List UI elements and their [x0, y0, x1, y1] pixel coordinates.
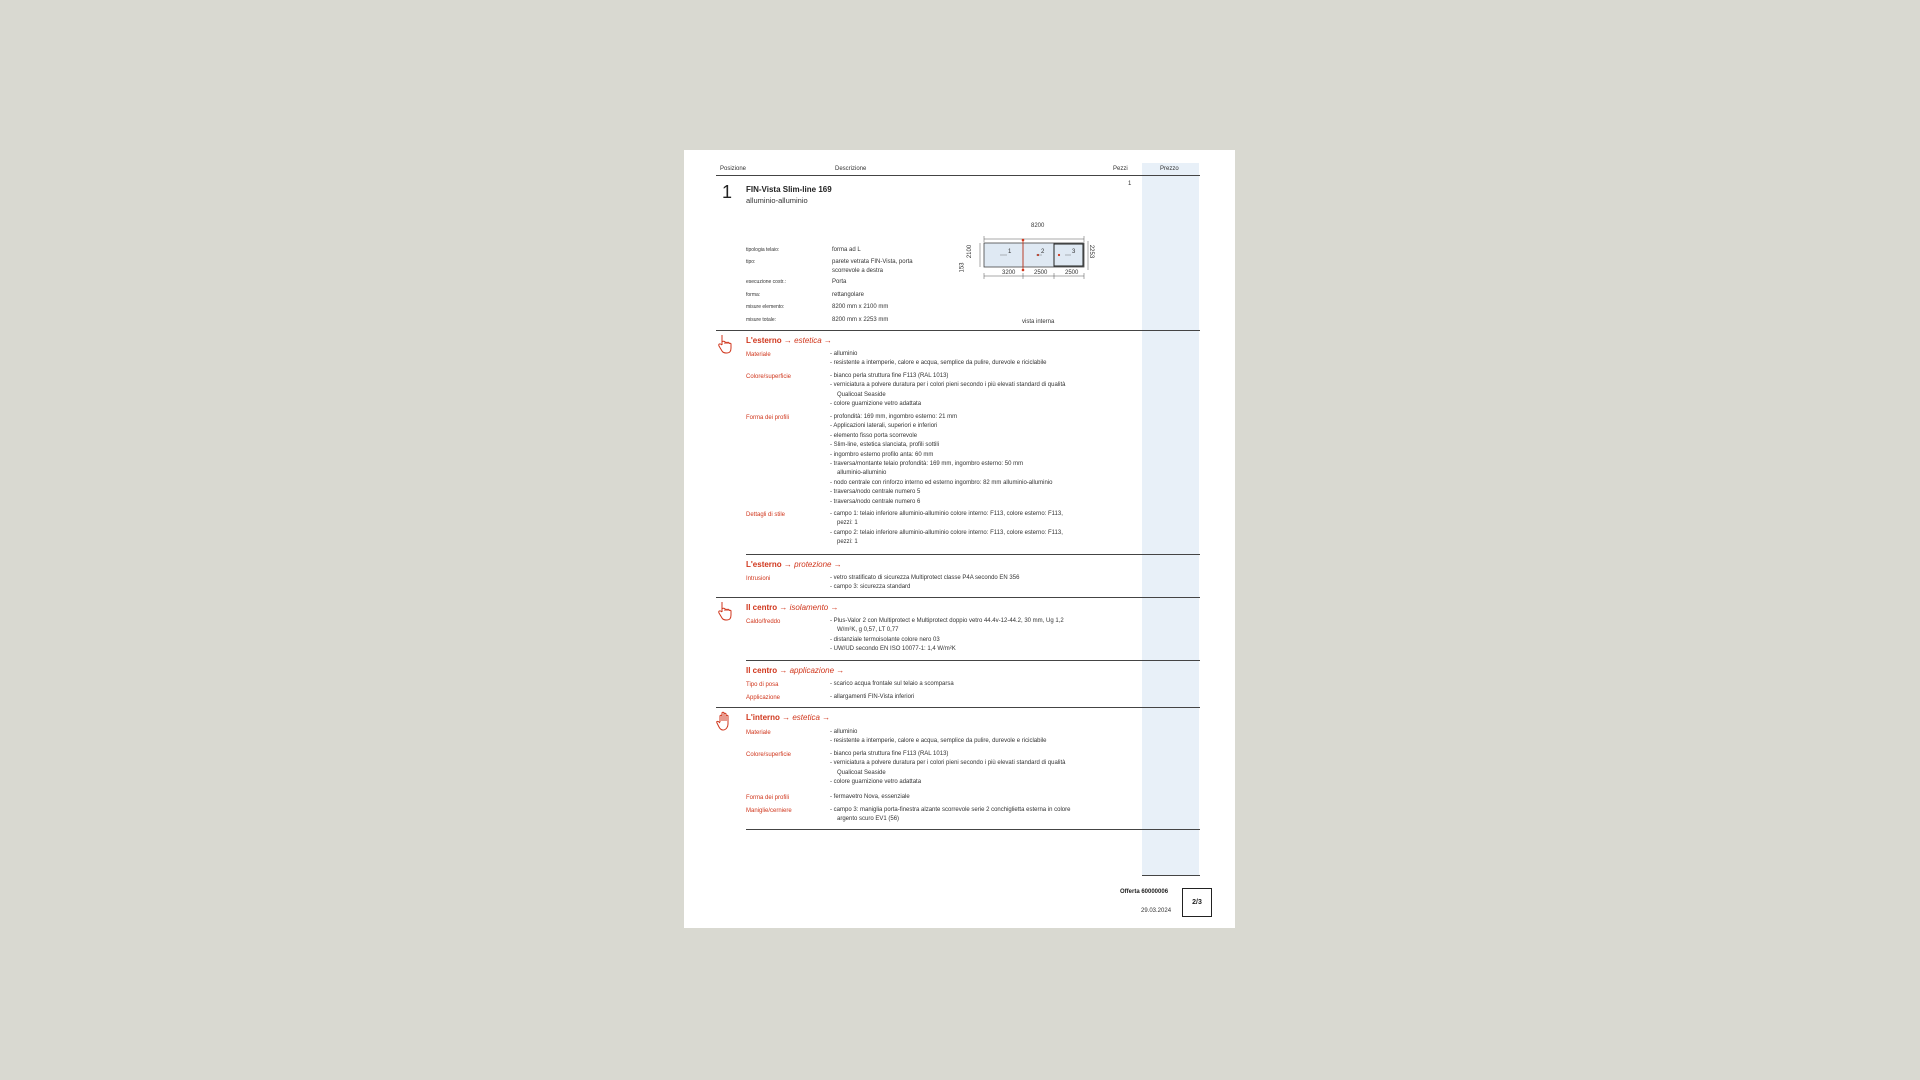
row-label: Intrusioni — [746, 576, 771, 582]
drawing-total-height: 2253 — [1088, 244, 1095, 259]
row-label: Applicazione — [746, 695, 781, 701]
row-line: - campo 2: telaio inferiore alluminio-alluminio colore interno: F113, colore esterno: F113, — [830, 529, 1063, 538]
row-label: Maniglie/cerniere — [746, 808, 792, 814]
row-values — [830, 793, 910, 802]
row-values — [830, 693, 914, 702]
row-line: - ingombro esterno profilo anta: 60 mm — [830, 451, 1052, 460]
row-line: Qualicoat Seaside — [837, 769, 886, 776]
spec-value: rettangolare — [832, 292, 865, 298]
spec-value: forma ad L — [832, 247, 861, 253]
section-title: L'esterno → estetica → — [746, 336, 832, 345]
row-line: - traversa/montante telaio profondità: 169 mm, ingombro esterno: 50 mm — [830, 460, 1052, 469]
row-line: - campo 1: telaio inferiore alluminio-alluminio colore interno: F113, colore esterno: F113, — [830, 510, 1063, 519]
row-values — [830, 510, 1063, 548]
col-description-header: Descrizione — [835, 166, 867, 172]
page-number: 2/3 — [1182, 888, 1212, 917]
row-line: alluminio-alluminio — [837, 470, 887, 477]
row-line: - profondità: 169 mm, ingombro esterno: 21 mm — [830, 413, 1052, 422]
spec-label: tipo: — [746, 259, 756, 265]
row-values — [830, 413, 1052, 507]
row-line: - nodo centrale con rinforzo interno ed esterno ingombro: 82 mm alluminio-alluminio — [830, 479, 1052, 488]
spec-value: 8200 mm x 2100 mm — [832, 304, 889, 310]
row-line: - UW/UD secondo EN ISO 10077-1: 1,4 W/m²K — [830, 645, 1064, 654]
row-values — [830, 350, 1046, 369]
row-values — [830, 372, 1065, 410]
row-label: Tipo di posa — [746, 682, 779, 688]
row-values — [830, 750, 1065, 788]
row-label: Colore/superficie — [746, 374, 792, 380]
row-line: - traversa/nodo centrale numero 6 — [830, 498, 1052, 507]
spec-value: Porta — [832, 279, 847, 285]
drawing-width-total: 8200 — [1031, 223, 1045, 229]
document-page — [684, 150, 1235, 928]
row-label: Forma dei profili — [746, 415, 790, 421]
row-line: - alluminio — [830, 728, 1046, 737]
drawing-field-3-width: 2500 — [1065, 270, 1079, 276]
price-column-rule — [1142, 875, 1200, 876]
row-line: - alluminio — [830, 350, 1046, 359]
row-values — [830, 806, 1070, 825]
window-drawing — [974, 222, 1094, 312]
spec-value: 8200 mm x 2253 mm — [832, 317, 889, 323]
section-rule — [746, 554, 1200, 555]
row-line: argento scuro EV1 (56) — [837, 816, 900, 823]
row-values — [830, 574, 1019, 593]
row-line: - Plus-Valor 2 con Multiprotect e Multiprotect doppio vetro 44.4v-12-44.2, 30 mm, Ug 1,2 — [830, 617, 1064, 626]
row-line: - traversa/nodo centrale numero 5 — [830, 488, 1052, 497]
section-rule — [716, 597, 1200, 598]
col-pieces-header: Pezzi — [1113, 166, 1128, 172]
drawing-height: 2100 — [967, 244, 974, 259]
hand-pointing-icon — [716, 334, 732, 354]
item-subtitle: alluminio-alluminio — [746, 196, 808, 205]
row-values — [830, 680, 954, 689]
row-label: Caldo/freddo — [746, 619, 781, 625]
section-rule — [746, 660, 1200, 661]
row-label: Materiale — [746, 730, 771, 736]
row-line: - verniciatura a polvere duratura per i colori pieni secondo i più elevati standard di qualità — [830, 381, 1065, 390]
spec-label: tipologia telaio: — [746, 247, 780, 253]
drawing-field-1-width: 3200 — [1002, 270, 1016, 276]
item-title: FIN-Vista Slim-line 169 — [746, 185, 832, 194]
spec-value: scorrevole a destra — [832, 268, 884, 274]
row-line: - distanziale termoisolante colore nero 03 — [830, 636, 1064, 645]
row-line: - bianco perla struttura fine F113 (RAL 1013) — [830, 750, 1065, 759]
row-line: - allargamenti FIN-Vista inferiori — [830, 693, 914, 702]
row-values — [830, 728, 1046, 747]
drawing-field-1-label: 1 — [1008, 249, 1012, 255]
row-label: Materiale — [746, 352, 771, 358]
hand-open-icon — [716, 711, 732, 731]
drawing-caption: vista interna — [1022, 319, 1055, 325]
section-rule — [746, 829, 1200, 830]
row-line: - bianco perla struttura fine F113 (RAL 1013) — [830, 372, 1065, 381]
hand-pointing-icon — [716, 601, 732, 621]
row-line: - colore guarnizione vetro adattata — [830, 400, 1065, 409]
section-rule — [716, 707, 1200, 708]
price-column — [1142, 163, 1199, 875]
row-values — [830, 617, 1064, 655]
offer-number: Offerta 60000006 — [1120, 889, 1169, 895]
item-number: 1 — [722, 182, 733, 202]
section-title: Il centro → applicazione → — [746, 666, 845, 675]
row-line: W/m²K, g 0,57, LT 0,77 — [837, 627, 899, 634]
drawing-bottom-height: 153 — [959, 262, 966, 273]
section-title: L'esterno → protezione → — [746, 560, 842, 569]
row-label: Colore/superficie — [746, 752, 792, 758]
header-rule — [716, 175, 1200, 176]
spec-label: forma: — [746, 292, 761, 298]
row-line: - elemento fisso porta scorrevole — [830, 432, 1052, 441]
offer-date: 29.03.2024 — [1141, 908, 1172, 914]
drawing-field-2-width: 2500 — [1034, 270, 1048, 276]
item-pieces: 1 — [1128, 181, 1132, 187]
spec-label: misure elemento: — [746, 304, 785, 310]
row-line: - campo 3: sicurezza standard — [830, 583, 1019, 592]
spec-label: esecuzione costr.: — [746, 279, 787, 285]
row-line: - resistente a intemperie, calore e acqua, semplice da pulire, durevole e riciclabile — [830, 359, 1046, 368]
section-title: Il centro → isolamento → — [746, 603, 839, 612]
row-line: - colore guarnizione vetro adattata — [830, 778, 1065, 787]
row-line: - campo 3: maniglia porta-finestra alzante scorrevole serie 2 conchiglietta esterna in colore — [830, 806, 1070, 815]
row-line: pezzi: 1 — [837, 539, 858, 546]
row-line: - Slim-line, estetica slanciata, profili sottili — [830, 441, 1052, 450]
row-line: - scarico acqua frontale sul telaio a scomparsa — [830, 680, 954, 689]
row-line: - resistente a intemperie, calore e acqua, semplice da pulire, durevole e riciclabile — [830, 737, 1046, 746]
item-rule — [716, 330, 1200, 331]
col-position-header: Posizione — [720, 166, 747, 172]
spec-label: misure totale: — [746, 317, 777, 323]
row-line: - vetro stratificato di sicurezza Multiprotect classe P4A secondo EN 356 — [830, 574, 1019, 583]
row-line: - Applicazioni laterali, superiori e inferiori — [830, 422, 1052, 431]
row-line: pezzi: 1 — [837, 520, 858, 527]
spec-value: parete vetrata FIN-Vista, porta — [832, 259, 913, 265]
row-label: Forma dei profili — [746, 795, 790, 801]
drawing-field-3-label: 3 — [1072, 249, 1076, 255]
row-label: Dettagli di stile — [746, 512, 786, 518]
col-price-header: Prezzo — [1160, 166, 1179, 172]
row-line: - fermavetro Nova, essenziale — [830, 793, 910, 802]
row-line: Qualicoat Seaside — [837, 391, 886, 398]
section-title: L'interno → estetica → — [746, 713, 831, 722]
drawing-field-2-label: 2 — [1041, 249, 1045, 255]
row-line: - verniciatura a polvere duratura per i colori pieni secondo i più elevati standard di qualità — [830, 759, 1065, 768]
